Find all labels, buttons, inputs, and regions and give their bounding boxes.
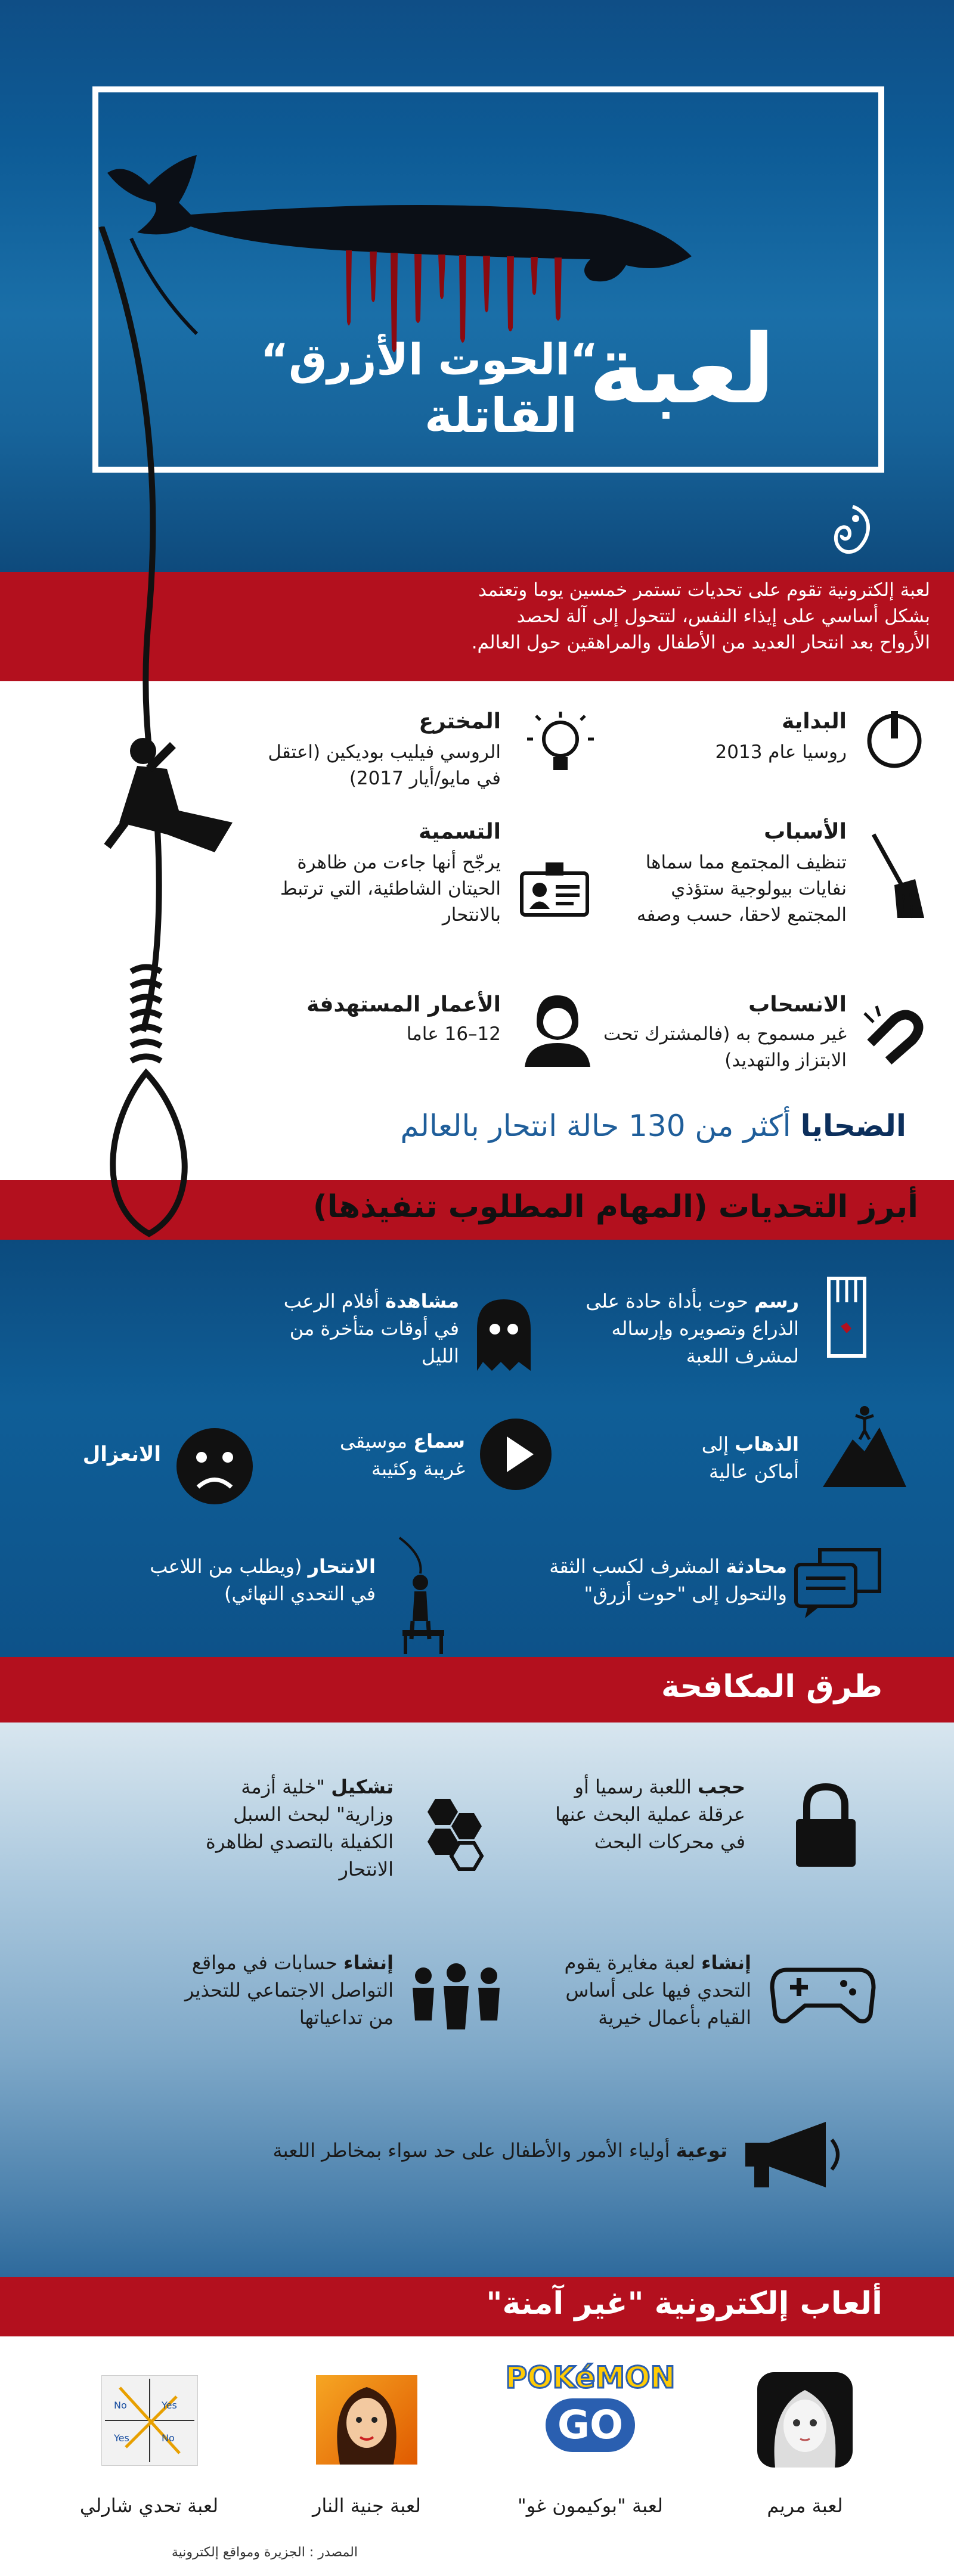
- game-mariam-label: لعبة مريم: [767, 2494, 843, 2517]
- fact-withdrawal-label: الانسحاب: [748, 992, 847, 1017]
- fact-start-label: البداية: [781, 709, 847, 734]
- title-sub: القاتلة: [424, 388, 578, 443]
- challenge-music-text: غريبة وكئيبة: [371, 1457, 465, 1480]
- counter-awareness-text: أولياء الأمور والأطفال على حد سواء بمخاطر اللعبة: [272, 2139, 670, 2162]
- lightbulb-icon: [525, 709, 596, 775]
- challenge-watch-text: الرعب في أوقات متأخرة من الليل: [283, 1290, 459, 1367]
- chat-bubbles-icon: [793, 1544, 882, 1621]
- challenge-music: [280, 1427, 465, 1482]
- counter-cell-label: تشكيل: [331, 1776, 394, 1798]
- broom-icon: [862, 828, 927, 924]
- id-card-icon: [519, 855, 590, 921]
- challenge-heights-label: الذهاب: [735, 1433, 799, 1455]
- fact-ages-label: الأعمار المستهدفة: [306, 992, 501, 1017]
- title-main: لعبة: [588, 314, 775, 425]
- counter-block: [549, 1773, 745, 1855]
- pokemon-go-text: GO: [546, 2398, 635, 2452]
- fact-reasons-label: الأسباب: [764, 820, 847, 844]
- challenge-suicide-label: الانتحار: [308, 1555, 376, 1578]
- sad-face-icon: [173, 1424, 256, 1508]
- challenge-music-head: موسيقى: [340, 1430, 408, 1453]
- game-charlie-label: لعبة تحدي شارلي: [79, 2494, 219, 2517]
- unsafe-games-heading: ألعاب إلكترونية "غير آمنة": [486, 2286, 882, 2321]
- fact-inventor-label: المخترع: [419, 709, 501, 734]
- counter-game-label: إنشاء: [701, 1951, 751, 1974]
- people-group-icon: [405, 1961, 507, 2038]
- counter-accounts-label: إنشاء: [343, 1951, 394, 1974]
- challenge-watch-head: أفلام: [341, 1290, 379, 1312]
- counter-accounts: [155, 1949, 394, 2031]
- challenge-chat: [471, 1553, 787, 1607]
- gamepad-icon: [769, 1961, 876, 2026]
- counter-block-label: حجب: [698, 1776, 745, 1798]
- game-pokemon-label: لعبة "بوكيمون غو": [518, 2494, 663, 2517]
- fire-fairy-game-icon: [316, 2375, 417, 2465]
- counter-awareness-label: توعية: [676, 2139, 727, 2162]
- counter-accounts-text: التواصل الاجتماعي للتحذير من تداعياتها: [184, 1979, 394, 2029]
- counter-cell: [191, 1773, 394, 1883]
- charlie-challenge-icon: [101, 2375, 198, 2466]
- charlie-label-tl: No: [114, 2400, 127, 2411]
- ghost-icon: [468, 1293, 540, 1377]
- play-icon: [477, 1416, 555, 1493]
- counter-block-text: عرقلة عملية البحث عنها في محركات البحث: [555, 1803, 745, 1853]
- victims-line: [215, 1109, 906, 1143]
- counter-cell-text: وزارية" لبحث السبل الكفيلة بالتصدي لظاهرة الانتحار: [206, 1803, 394, 1880]
- mariam-game-icon: [757, 2372, 853, 2468]
- aljazeera-logo-icon: [823, 501, 882, 560]
- fact-withdrawal-text: غير مسموح به (فالمشترك تحت الابتزاز والتهديد): [603, 1023, 847, 1071]
- countermeasures-heading: طرق المكافحة: [661, 1669, 882, 1705]
- fact-ages-text: 12–16 عاما: [406, 1023, 501, 1045]
- megaphone-icon: [736, 2116, 850, 2193]
- challenge-chat-head: المشرف لكسب الثقة: [549, 1555, 720, 1578]
- power-icon: [865, 706, 924, 772]
- counter-game-text: التحدي فيها على أساس القيام بأعمال خيرية: [565, 1979, 751, 2029]
- magnet-icon: [859, 1001, 924, 1067]
- fact-start-text: روسيا عام 2013: [715, 741, 847, 763]
- fact-reasons-text: تنظيف المجتمع مما سماها نفايات بيولوجية ستؤذي المجتمع لاحقا، حسب وصفه: [636, 852, 847, 926]
- fact-naming-label: التسمية: [419, 820, 501, 844]
- challenge-heights: [620, 1430, 799, 1485]
- charlie-label-br: No: [162, 2432, 175, 2444]
- challenge-draw: [572, 1287, 799, 1370]
- counter-accounts-head: حسابات في مواقع: [191, 1951, 337, 1974]
- challenge-draw-text: حوت بأداة حادة على الذراع وتصويره وإرساله لمشرف اللعبة: [586, 1290, 799, 1367]
- counter-block-head: اللعبة رسميا أو: [574, 1776, 692, 1798]
- climbing-person-icon: [95, 733, 250, 870]
- challenge-isolation-label: الانعزال: [82, 1442, 161, 1466]
- fact-inventor-text: الروسي فيليب بوديكين (اعتقل في مايو/أيار 2017): [268, 741, 501, 789]
- challenge-watch: [274, 1287, 459, 1370]
- charlie-label-bl: Yes: [114, 2432, 129, 2444]
- source-note: المصدر : الجزيرة ومواقع إلكترونية: [171, 2545, 358, 2560]
- challenge-chat-label: محادثة: [726, 1555, 787, 1578]
- challenge-suicide-text: في التحدي النهائي): [224, 1582, 376, 1605]
- mountain-person-icon: [823, 1404, 906, 1487]
- challenge-heights-head: إلى: [701, 1433, 729, 1455]
- victims-label: الضحايا: [800, 1109, 906, 1143]
- challenges-heading: أبرز التحديات (المهام المطلوب تنفيذها): [312, 1189, 918, 1225]
- counter-game-head: لعبة مغايرة يقوم: [564, 1951, 695, 1974]
- counter-cell-head: "خلية أزمة: [241, 1776, 326, 1798]
- challenge-suicide-head: (ويطلب من اللاعب: [150, 1555, 302, 1578]
- title-quote: “الحوت الأزرق“: [260, 334, 599, 384]
- person-head-icon: [519, 992, 590, 1070]
- pokemon-go-logo: [504, 2360, 677, 2473]
- charlie-label-tr: Yes: [162, 2400, 177, 2411]
- counter-awareness: [119, 2137, 727, 2164]
- pokemon-logo-text: POKéMON: [505, 2360, 676, 2395]
- challenge-chat-text: والتحول إلى "حوت أزرق": [584, 1582, 787, 1605]
- challenge-music-label: سماع: [413, 1430, 465, 1453]
- challenge-heights-text: أماكن عالية: [709, 1460, 799, 1483]
- hanging-person-icon: [388, 1532, 459, 1657]
- game-fire-fairy-label: لعبة جنية النار: [312, 2494, 422, 2517]
- victims-text: أكثر من 130 حالة انتحار بالعالم: [400, 1109, 791, 1143]
- lock-icon: [790, 1782, 862, 1872]
- counter-game: [549, 1949, 751, 2031]
- intro-text: لعبة إلكترونية تقوم على تحديات تستمر خمسين يوما وتعتمد بشكل أساسي على إيذاء النفس، لتتحول إلى آلة لحصد الأرواح بعد انتحار العديد من الأطفال والمراهقين حول العالم.: [471, 579, 930, 653]
- challenge-draw-label: رسم: [754, 1290, 799, 1312]
- challenge-watch-label: مشاهدة: [385, 1290, 459, 1312]
- arm-icon: [817, 1273, 876, 1362]
- challenge-suicide: [89, 1553, 376, 1607]
- hexagons-icon: [411, 1794, 495, 1877]
- fact-naming-text: يرجّح أنها جاءت من ظاهرة الحيتان الشاطئية، التي ترتبط بالانتحار: [280, 852, 501, 926]
